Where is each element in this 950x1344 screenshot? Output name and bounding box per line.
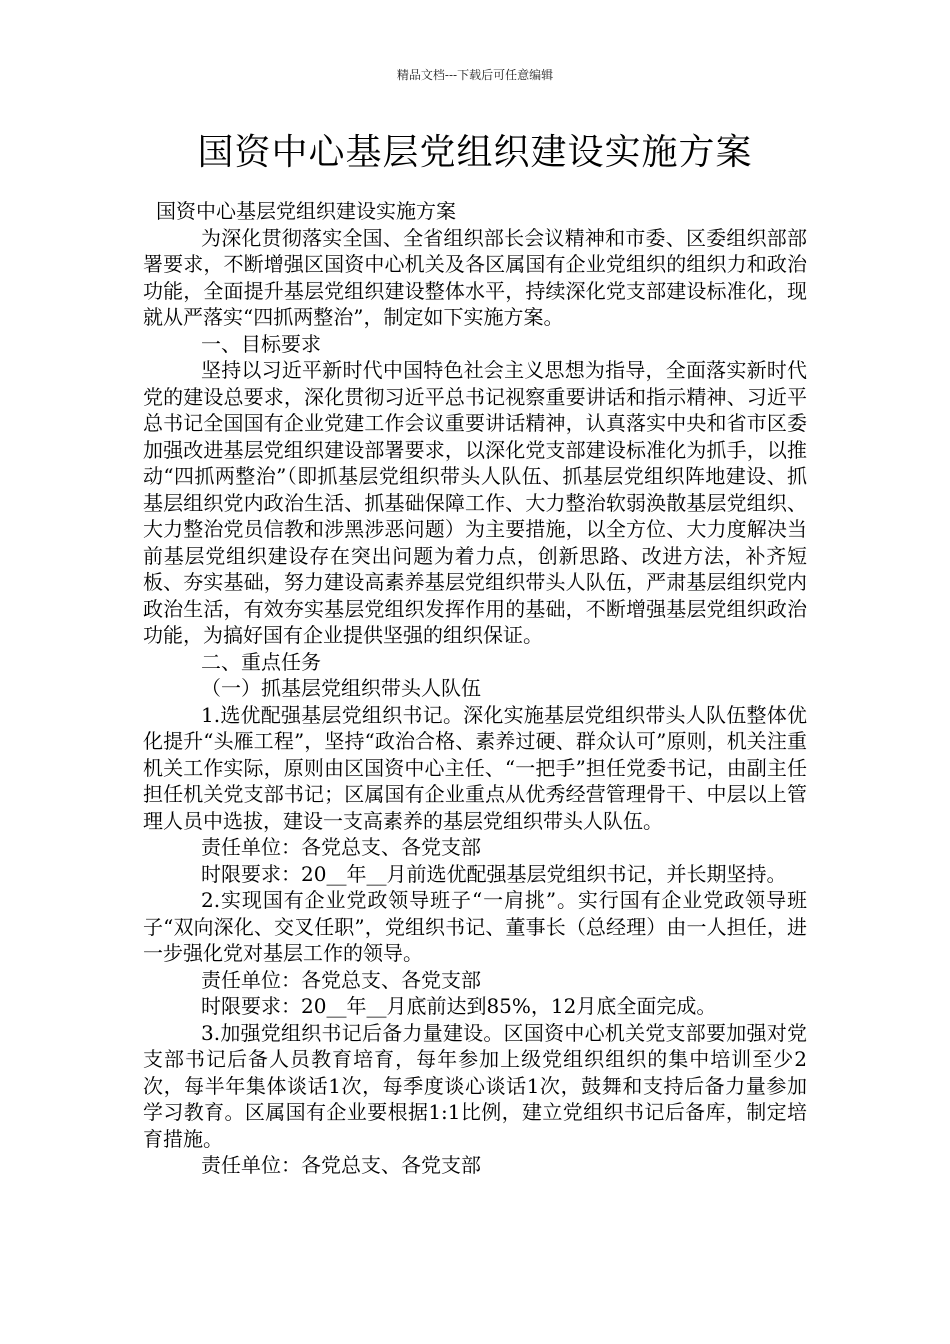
subtitle-line: 国资中心基层党组织建设实施方案	[156, 199, 456, 223]
goals-paragraph: 坚持以习近平新时代中国特色社会主义思想为指导，全面落实新时代党的建设总要求，深化贯彻习近平总书记视察重要讲话和指示精神、习近平总书记全国国有企业党建工作会议重要讲话精神，认真落实中央和省市区委加强改进基层党组织建设部署要求，以深化党支部建设标准化为抓手，以推动“四抓两整治”（即抓基层党组织带头人队伍、抓基层党组织阵地建设、抓基层组织党内政治生活、抓基础保障工作、大力整治软弱涣散基层党组织、大力整治党员信教和涉黑涉恶问题）为主要措施，以全方位、大力度解决当前基层党组织建设存在突出问题为着力点，创新思路、改进方法，补齐短板、夯实基础，努力建设高素养基层党组织带头人队伍，严肃基层组织党内政治生活，有效夯实基层党组织发挥作用的基础，不断增强基层党组织政治功能，为搞好国有企业提供坚强的组织保证。	[143, 358, 807, 647]
responsible-unit-3: 责任单位：各党总支、各党支部	[201, 1153, 481, 1177]
document-body	[143, 198, 807, 1179]
intro-paragraph: 为深化贯彻落实全国、全省组织部长会议精神和市委、区委组织部部署要求，不断增强区国资中心机关及各区属国有企业党组织的组织力和政治功能，全面提升基层党组织建设整体水平，持续深化党支部建设标准化，现就从严落实“四抓两整治”，制定如下实施方案。	[143, 225, 807, 329]
task-paragraph-3: 3.加强党组织书记后备力量建设。区国资中心机关党支部要加强对党支部书记后备人员教育培育，每年参加上级党组织组织的集中培训至少2次，每半年集体谈话1次，每季度谈心谈话1次，鼓舞和支持后备力量参加学习教育。区属国有企业要根据1:1比例，建立党组织书记后备库，制定培育措施。	[143, 1020, 807, 1151]
deadline-2: 时限要求：20__年__月底前达到85%，12月底全面完成。	[201, 994, 717, 1018]
deadline-1: 时限要求：20__年__月前选优配强基层党组织书记，并长期坚持。	[201, 861, 787, 886]
page-title: 国资中心基层党组织建设实施方案	[197, 132, 753, 173]
task-paragraph-2: 2.实现国有企业党政领导班子“一肩挑”。实行国有企业党政领导班子“双向深化、交叉任职”，党组织书记、董事长（总经理）由一人担任，进一步强化党对基层工作的领导。	[143, 888, 807, 965]
section-heading-goals: 一、目标要求	[201, 331, 321, 356]
responsible-unit-1: 责任单位：各党总支、各党支部	[201, 835, 481, 859]
section-heading-tasks: 二、重点任务	[201, 649, 321, 674]
header-note: 精品文档---下载后可任意编辑	[396, 68, 554, 82]
task-paragraph-1: 1.选优配强基层党组织书记。深化实施基层党组织带头人队伍整体优化提升“头雁工程”，坚持“政治合格、素养过硬、群众认可”原则，机关注重机关工作实际，原则由区国资中心主任、“一把手”担任党委书记，由副主任担任机关党支部书记；区属国有企业重点从优秀经营管理骨干、中层以上管理人员中选拔，建设一支高素养的基层党组织带头人队伍。	[143, 702, 807, 833]
responsible-unit-2: 责任单位：各党总支、各党支部	[201, 967, 481, 992]
subsection-heading: （一）抓基层党组织带头人队伍	[201, 676, 481, 700]
